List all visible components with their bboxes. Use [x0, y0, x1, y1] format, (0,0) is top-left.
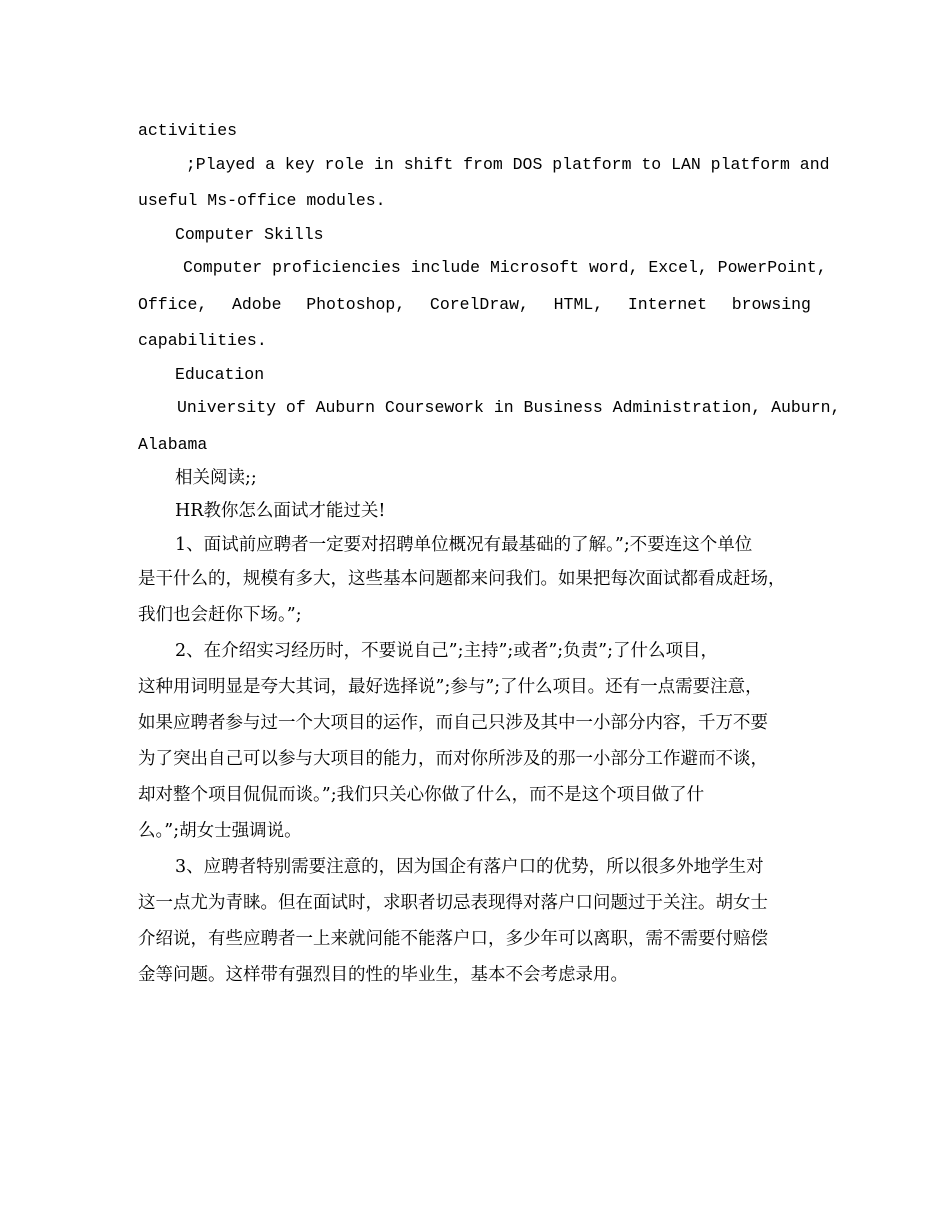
text-line: Computer proficiencies include Microsoft word, Excel, PowerPoint, [183, 258, 827, 277]
text-line: 金等问题。这样带有强烈目的性的毕业生，基本不会考虑录用。 [138, 965, 628, 985]
text-line: 为了突出自己可以参与大项目的能力，而对你所涉及的那一小部分工作避而不谈， [138, 749, 768, 769]
word: HTML, [553, 295, 604, 314]
text-line: 2、在介绍实习经历时，不要说自己”;主持”;或者”;负责”;了什么项目， [175, 641, 719, 661]
text-line: useful Ms-office modules. [138, 191, 386, 210]
section-heading: Education [175, 365, 265, 384]
text-line: 相关阅读;; [175, 468, 257, 488]
text-line: University of Auburn Coursework in Business Administration, Auburn, [177, 398, 841, 417]
text-line: 1、面试前应聘者一定要对招聘单位概况有最基础的了解。”;不要连这个单位 [175, 535, 753, 555]
text-line: 如果应聘者参与过一个大项目的运作，而自己只涉及其中一小部分内容，千万不要 [138, 713, 768, 733]
text-line: Alabama [138, 435, 208, 454]
word: Office, [138, 295, 208, 314]
text-line: 这种用词明显是夸大其词，最好选择说”;参与”;了什么项目。还有一点需要注意， [138, 677, 763, 697]
text-line: 是干什么的，规模有多大，这些基本问题都来问我们。如果把每次面试都看成赶场， [138, 569, 786, 589]
word: Internet [627, 295, 708, 314]
text-line: 却对整个项目侃侃而谈。”;我们只关心你做了什么，而不是这个项目做了什 [138, 785, 705, 805]
text-line: 我们也会赶你下场。”; [138, 605, 302, 625]
word: CorelDraw, [429, 295, 529, 314]
text-line: 介绍说，有些应聘者一上来就问能不能落户口，多少年可以离职，需不需要付赔偿 [138, 929, 768, 949]
text-line: ;Played a key role in shift from DOS platform to LAN platform and [176, 155, 830, 174]
word: Adobe [232, 295, 282, 314]
text-line: capabilities. [138, 331, 267, 350]
section-heading: Computer Skills [175, 225, 324, 244]
justified-line [138, 295, 811, 315]
word: Photoshop, [306, 295, 406, 314]
word: browsing [731, 295, 811, 314]
text-line: HR教你怎么面试才能过关! [175, 501, 386, 521]
text-line: activities [138, 121, 238, 140]
text-line: 3、应聘者特别需要注意的，因为国企有落户口的优势，所以很多外地学生对 [175, 857, 764, 877]
text-line: 这一点尤为青睐。但在面试时，求职者切忌表现得对落户口问题过于关注。胡女士 [138, 893, 768, 913]
text-line: 么。”;胡女士强调说。 [138, 821, 302, 841]
